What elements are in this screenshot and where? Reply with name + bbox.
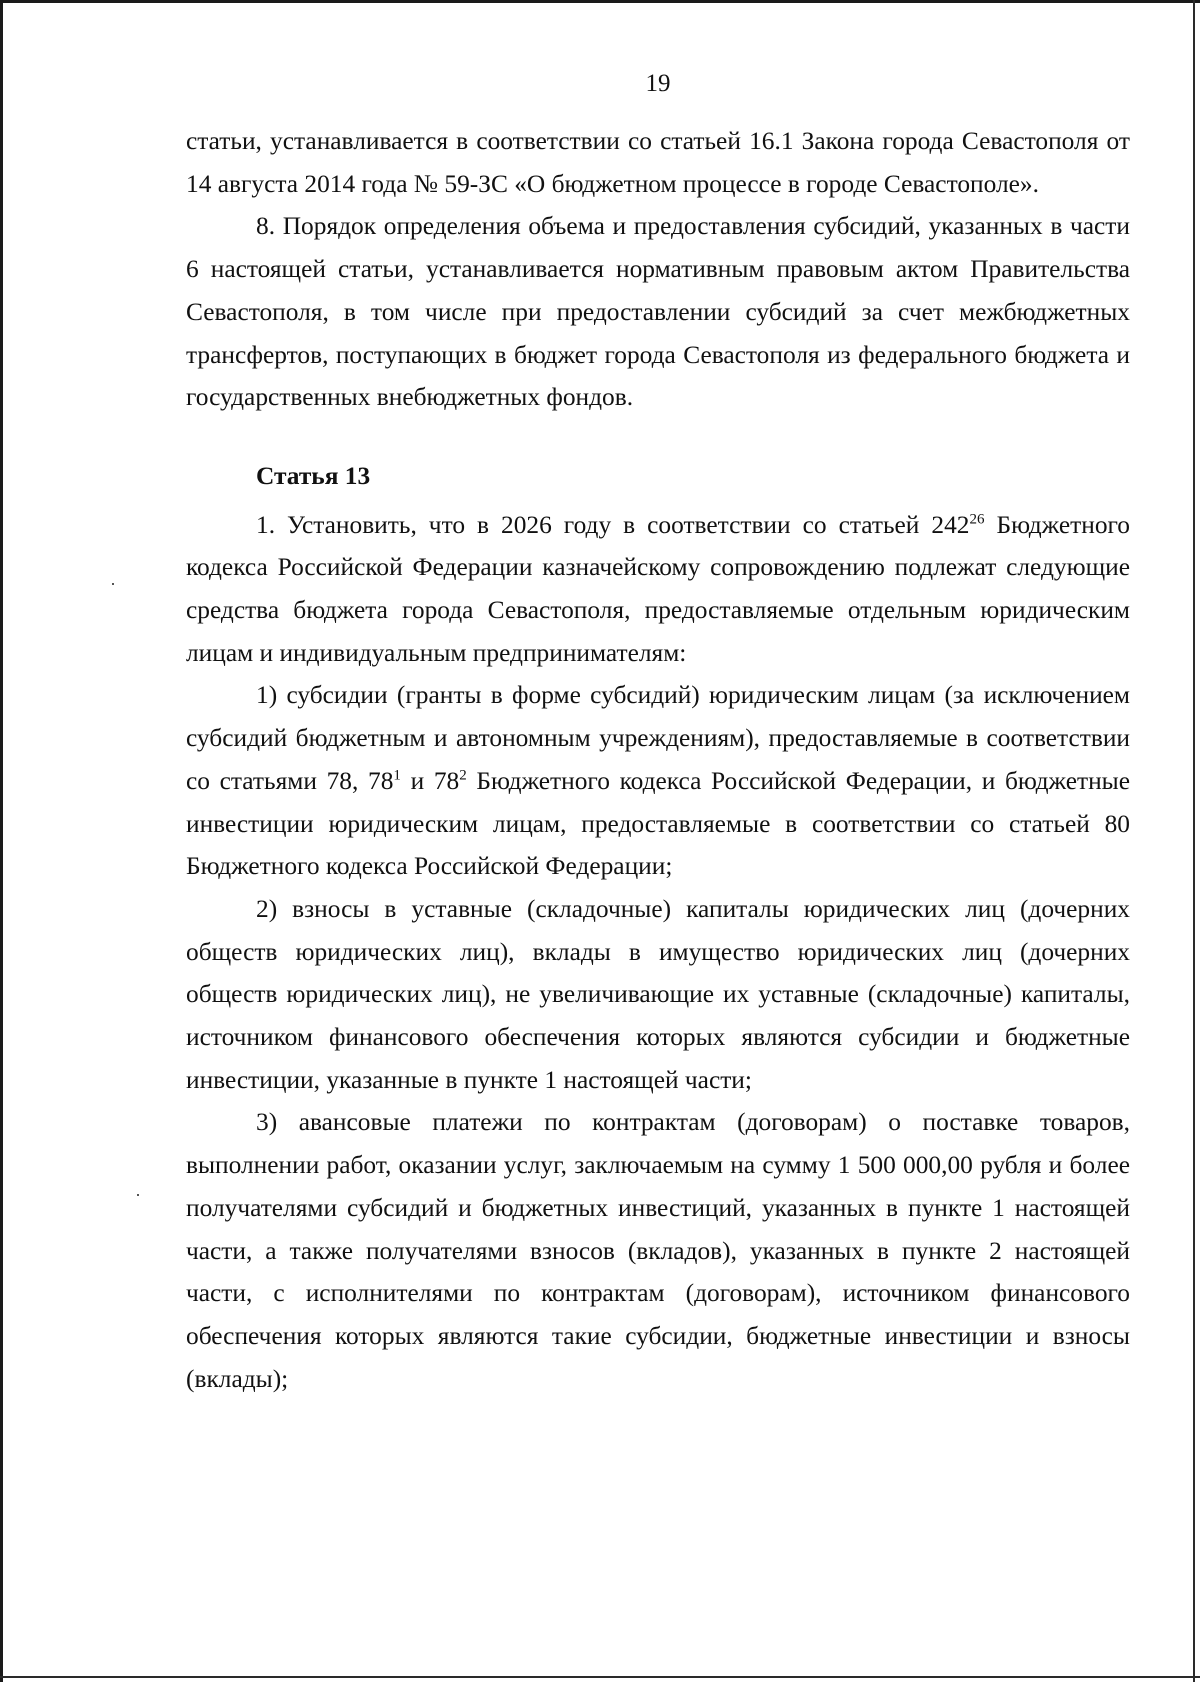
scan-edge-right (1193, 0, 1195, 1682)
scan-edge-left (0, 0, 3, 1682)
paragraph-item-8: 8. Порядок определения объема и предоставления субсидий, указанных в части 6 настоящей статьи, устанавливается нормативным правовым актом Правительства Севастополя, в том числе при предоставлении субсидий за счет межбюджетных трансфертов, поступающих в бюджет города Севастополя из федерального бюджета и государственных внебюджетных фондов. (186, 212, 1130, 412)
subitem-1-superscript-2: 2 (459, 767, 467, 784)
item-1-text-b: Бюджетного кодекса Российской Федерации казначейскому сопровождению подлежат следующие средства бюджета города Севастополя, предоставляемые отдельным юридическим лицам и индивидуальным предпринимателям: (186, 510, 1130, 667)
paragraph-subitem-2: 2) взносы в уставные (складочные) капиталы юридических лиц (дочерних обществ юридических лиц), вклады в имущество юридических лиц (дочерних обществ юридических лиц), не увеличивающие их уставные (складочные) капиталы, источником финансового обеспечения которых являются субсидии и бюджетные инвестиции, указанные в пункте 1 настоящей части; (186, 894, 1130, 1094)
document-body (186, 120, 1130, 1400)
scan-edge-top (0, 0, 1200, 3)
subitem-1-superscript-1: 1 (393, 767, 401, 784)
subitem-1-text-b: и 78 (400, 766, 460, 795)
item-1-text-a: 1. Установить, что в 2026 году в соответствии со статьей 242 (256, 510, 970, 539)
scan-speck (137, 1194, 139, 1196)
article-heading: Статья 13 (256, 461, 371, 490)
item-1-superscript: 26 (969, 511, 985, 528)
paragraph-subitem-3: 3) авансовые платежи по контрактам (договорам) о поставке товаров, выполнении работ, оказании услуг, заключаемым на сумму 1 500 000,00 рубля и более получателями субсидий и бюджетных инвестиций, указанных в пункте 1 настоящей части, а также получателями взносов (вкладов), указанных в пункте 2 настоящей части, с исполнителями по контрактам (договорам), источником финансового обеспечения которых являются такие субсидии, бюджетные инвестиции и взносы (вклады); (186, 1108, 1130, 1393)
subitem-1-text-a: 1) субсидии (гранты в форме субсидий) юридическим лицам (за исключением субсидий бюджетным и автономным учреждениям), предоставляемые в соответствии со статьями 78, 78 (186, 681, 1130, 795)
scan-edge-bottom (0, 1676, 1200, 1678)
scan-speck (112, 583, 114, 585)
spacer (186, 419, 1130, 455)
subitem-1-text-c: Бюджетного кодекса Российской Федерации, и бюджетные инвестиции юридическим лицам, предоставляемые в соответствии со статьей 80 Бюджетного кодекса Российской Федерации; (186, 766, 1130, 881)
paragraph-continuation: статьи, устанавливается в соответствии со статьей 16.1 Закона города Севастополя от 14 августа 2014 года № 59-ЗС «О бюджетном процессе в городе Севастополе». (186, 127, 1130, 198)
page-number: 19 (645, 70, 671, 97)
paragraph-item-1 (186, 504, 1130, 675)
paragraph-subitem-1 (186, 674, 1130, 888)
